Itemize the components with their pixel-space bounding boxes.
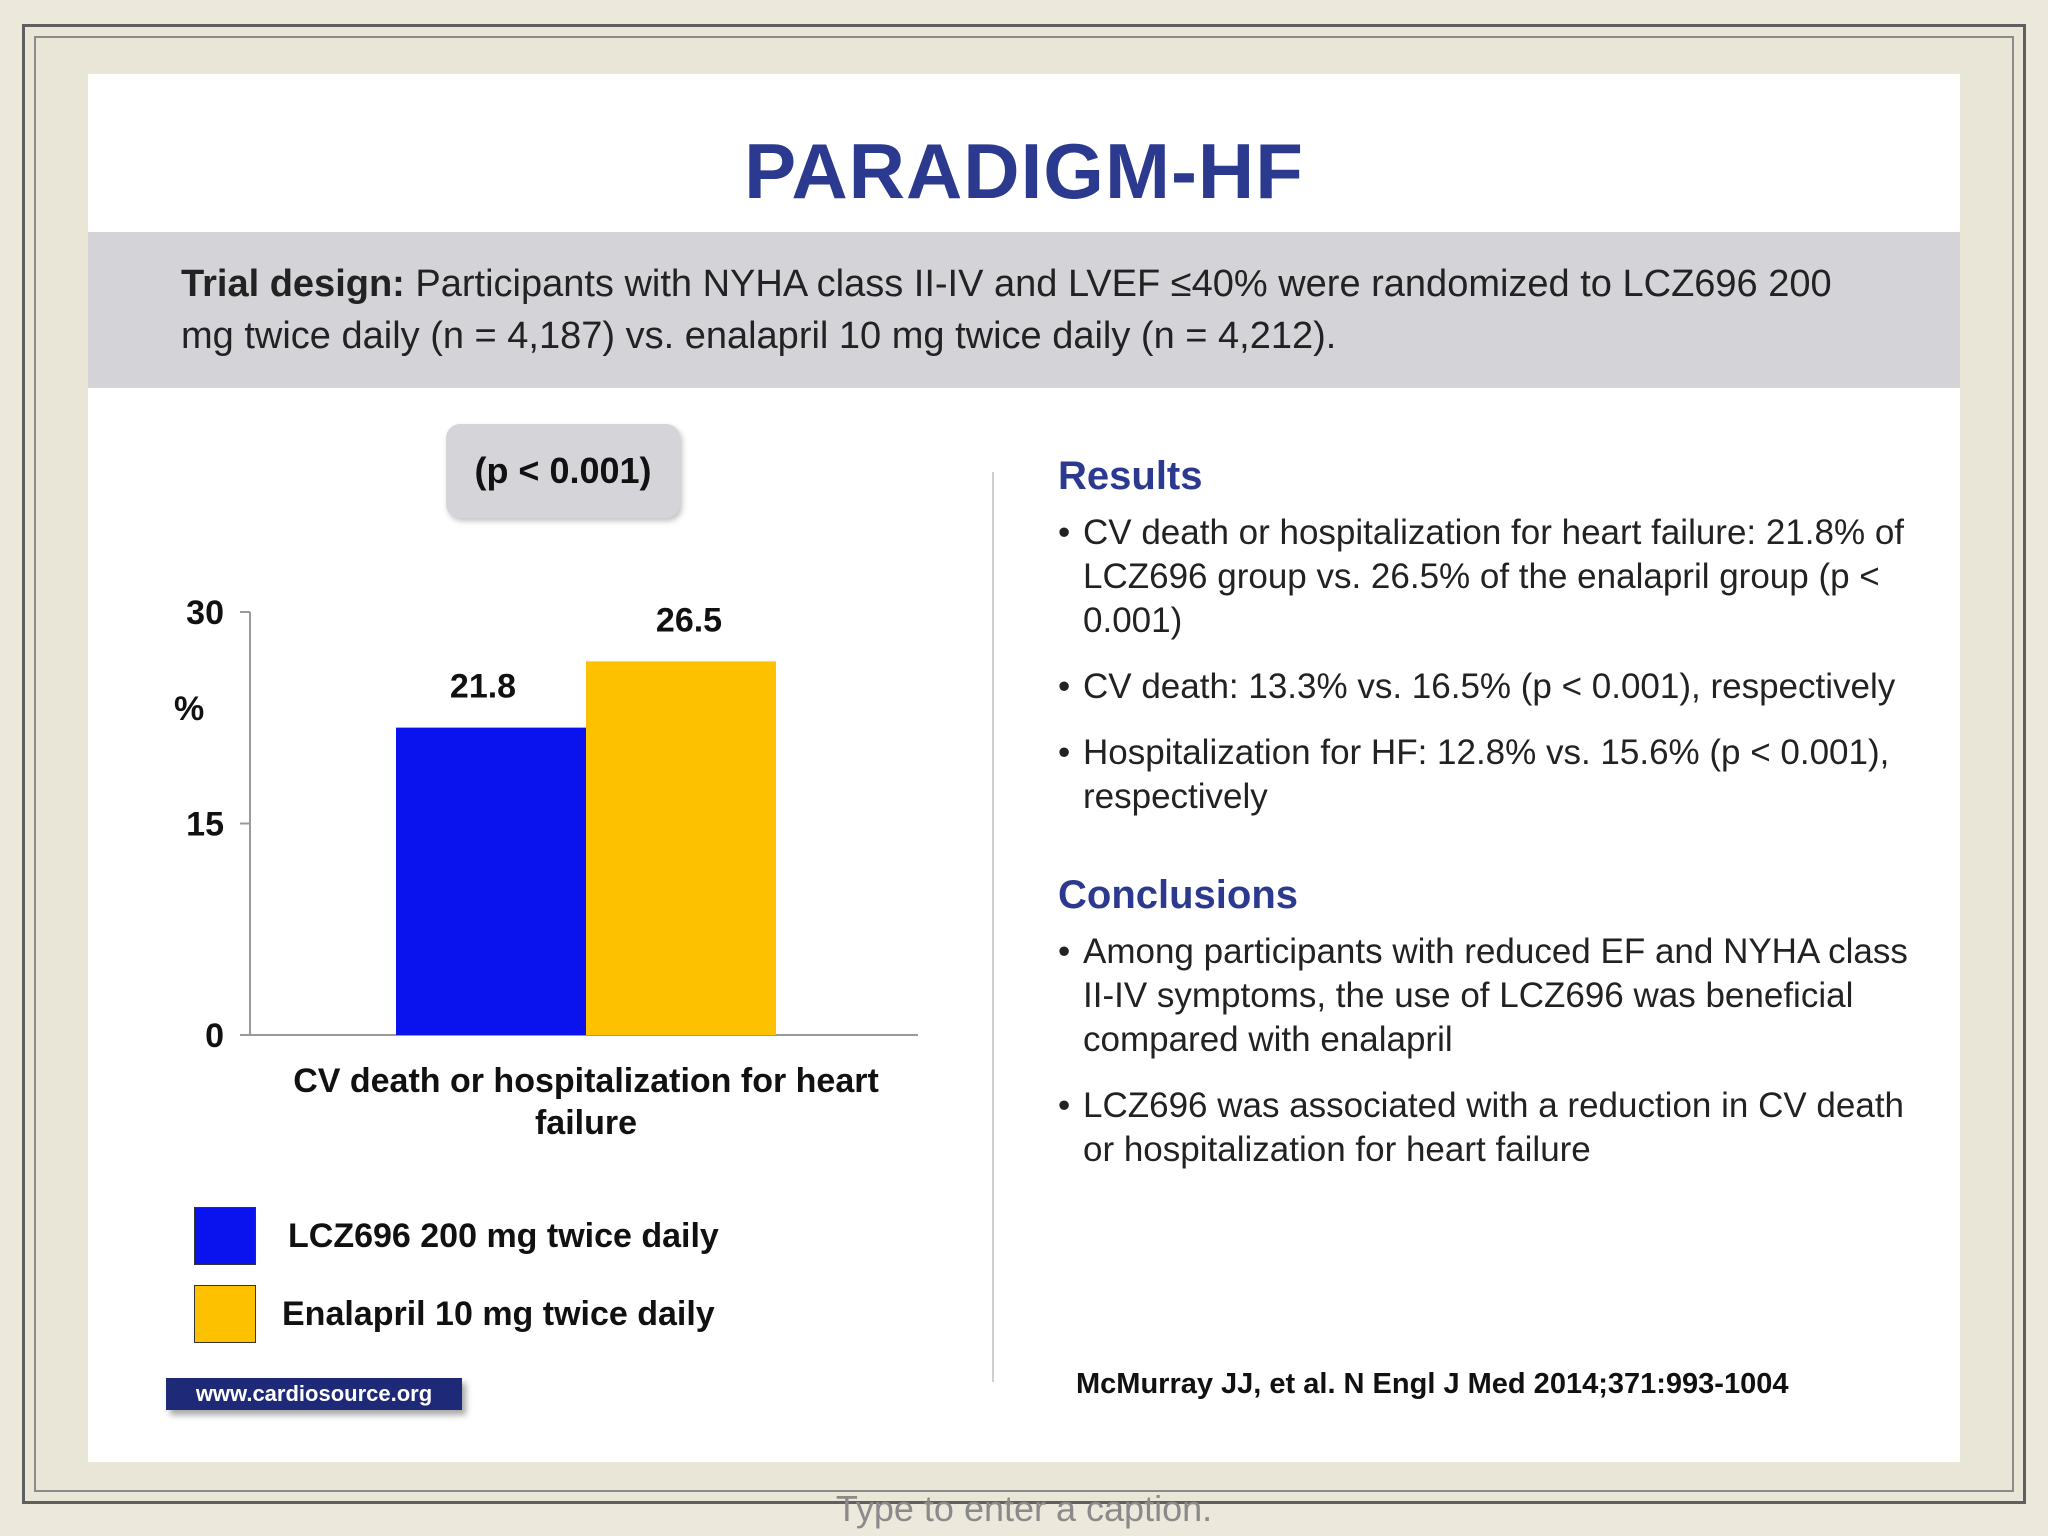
bar-enalapril xyxy=(586,661,776,1035)
x-category-label: failure xyxy=(534,1104,638,1142)
conclusions-list xyxy=(1058,930,1938,1172)
bar-data-label: 26.5 xyxy=(655,601,723,640)
conclusions-item: • LCZ696 was associated with a reduction in CV death or hospitalization for heart failure xyxy=(1058,1084,1938,1172)
x-category-label: CV death or hospitalization for heart xyxy=(293,1062,879,1100)
y-tick-label: 30 xyxy=(186,594,224,632)
results-column xyxy=(1058,454,1938,1194)
conclusions-item: • Among participants with reduced EF and NYHA class II-IV symptoms, the use of LCZ696 was beneficial compared with enalapril xyxy=(1058,930,1938,1062)
results-item: • Hospitalization for HF: 12.8% vs. 15.6% (p < 0.001), respectively xyxy=(1058,731,1938,819)
trial-design-label: Trial design: xyxy=(181,263,405,305)
slide-title: PARADIGM-HF xyxy=(744,127,1304,215)
cardiosource-link[interactable]: www.cardiosource.org xyxy=(166,1378,462,1410)
slide[interactable] xyxy=(88,74,1960,1462)
legend-label-lcz696: LCZ696 200 mg twice daily xyxy=(288,1216,719,1255)
y-tick-label: 0 xyxy=(205,1017,224,1055)
legend-item-lcz696 xyxy=(194,1206,719,1266)
p-value-box: (p < 0.001) xyxy=(446,424,680,518)
citation: McMurray JJ, et al. N Engl J Med 2014;371:993-1004 xyxy=(1076,1368,1789,1400)
trial-design-description: Participants with NYHA class II-IV and LVEF ≤40% were randomized to LCZ696 200 mg twice daily (n = 4,187) vs. enalapril 10 mg twice daily (n = 4,212). xyxy=(181,263,1832,357)
legend-swatch-enalapril xyxy=(194,1285,256,1343)
results-heading: Results xyxy=(1058,454,1203,498)
column-divider xyxy=(992,472,994,1382)
caption-input[interactable]: Type to enter a caption. xyxy=(835,1488,1213,1529)
results-item: • CV death or hospitalization for heart failure: 21.8% of LCZ696 group vs. 26.5% of the enalapril group (p < 0.001) xyxy=(1058,511,1938,643)
legend-item-enalapril xyxy=(194,1284,715,1344)
bar-lcz696 xyxy=(396,728,586,1035)
bar-data-label: 21.8 xyxy=(449,667,517,706)
y-tick-label: 15 xyxy=(186,805,224,844)
bar-chart xyxy=(88,74,1088,1462)
results-list xyxy=(1058,511,1938,819)
legend-swatch-lcz696 xyxy=(194,1207,256,1265)
legend-label-enalapril: Enalapril 10 mg twice daily xyxy=(282,1294,715,1333)
conclusions-heading: Conclusions xyxy=(1058,873,1299,917)
y-axis-label: % xyxy=(174,690,205,728)
results-item: • CV death: 13.3% vs. 16.5% (p < 0.001), respectively xyxy=(1058,665,1938,709)
